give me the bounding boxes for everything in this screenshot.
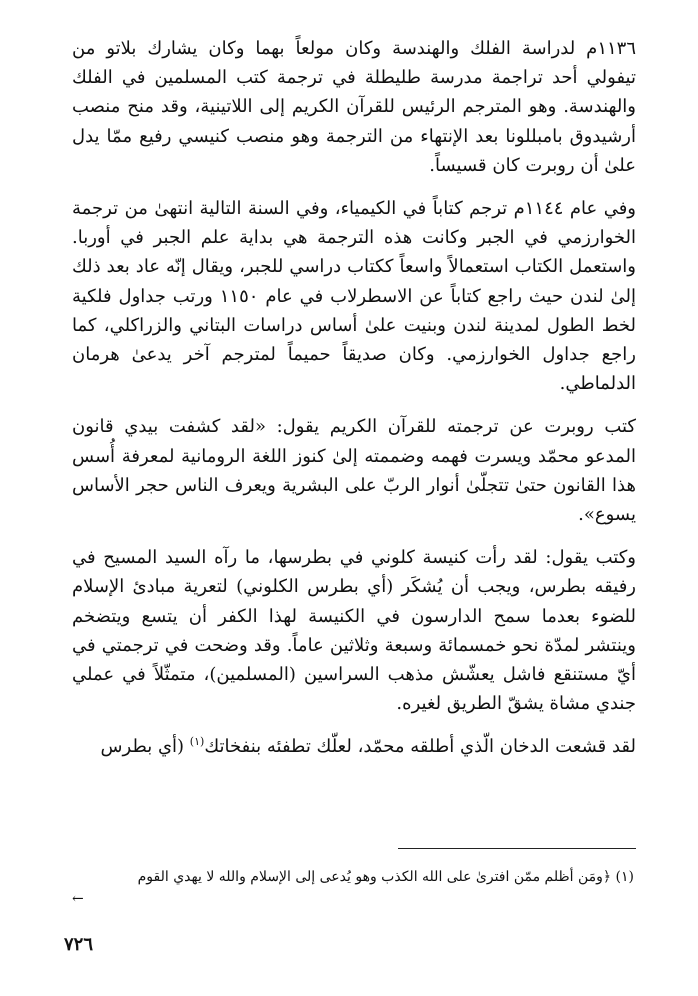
main-text <box>72 34 636 762</box>
paragraph-5-tail: (أي بطرس <box>100 736 190 758</box>
paragraph-5 <box>72 732 636 761</box>
page-number: ٧٢٦ <box>64 934 94 955</box>
continuation-arrow-icon: ← <box>72 891 84 907</box>
footnote-reference: (١) <box>189 735 205 749</box>
footnote-divider <box>398 848 636 849</box>
paragraph-5-text: لقد قشعت الدخان الّذي أطلقه محمّد، لعلّك تطفئه بنفخاتك <box>204 736 636 758</box>
paragraph-2: وفي عام ١١٤٤م ترجم كتاباً في الكيمياء، وفي السنة التالية انتهىٰ من ترجمة الخوارزمي في الجبر وكانت هذه الترجمة هي بداية علم الجبر في أوربا. واستعمل الكتاب استعمالاً واسعاً ككتاب دراسي للجبر، ويقال إنّه عاد بعد ذلك إلىٰ لندن حيث راجع كتاباً عن الاسطرلاب في عام ١١٥٠ ورتب جداول فلكية لخط الطول لمدينة لندن وبنيت علىٰ أساس دراسات البتاني والزراكلي، كما راجع جداول الخوارزمي. وكان صديقاً حميماً لمترجم آخر يدعىٰ هرمان الدلماطي. <box>72 198 636 395</box>
paragraph-3: كتب روبرت عن ترجمته للقرآن الكريم يقول: «لقد كشفت بيدي قانون المدعو محمّد ويسرت فهمه وضممته إلىٰ كنوز اللغة الرومانية لمعرفة أُسس هذا القانون حتىٰ تتجلّىٰ أنوار الربّ على البشرية ويعرف الناس حجر الأساس يسوع». <box>72 416 636 526</box>
paragraph-4: وكتب يقول: لقد رأت كنيسة كلوني في بطرسها، ما رآه السيد المسيح في رفيقه بطرس، ويجب أن يُشكَر (أي بطرس الكلوني) لتعرية مبادئ الإسلام للضوء بعدما سمح الدارسون في الكنيسة لهذا الكفر أن يتسع ويتضخم وينتشر لمدّة نحو خمسمائة وسبعة وثلاثين عاماً. وقد وضحت في ترجمتي في أيّ مستنقع فاشل يعشّش مذهب السراسين (المسلمين)، متمثّلاً في عملي جندي مشاة يشقّ الطريق لغيره. <box>72 547 636 715</box>
paragraph-1: ١١٣٦م لدراسة الفلك والهندسة وكان مولعاً بهما وكان يشارك بلاتو من تيفولي أحد تراجمة مدرسة طليطلة في ترجمة كتب المسلمين في الفلك والهندسة. وهو المترجم الرئيس للقرآن الكريم إلى اللاتينية، وقد منح منصب أرشيدوق بامبللونا بعد الإنتهاء من الترجمة وهو منصب كنيسي رفيع ممّا يدل علىٰ أن روبرت كان قسيساً. <box>72 38 636 176</box>
footnote: (١) ﴿ومَن أظلم ممّن افترىٰ على الله الكذب وهو يُدعى إلى الإسلام والله لا يهدي القوم <box>137 869 634 885</box>
